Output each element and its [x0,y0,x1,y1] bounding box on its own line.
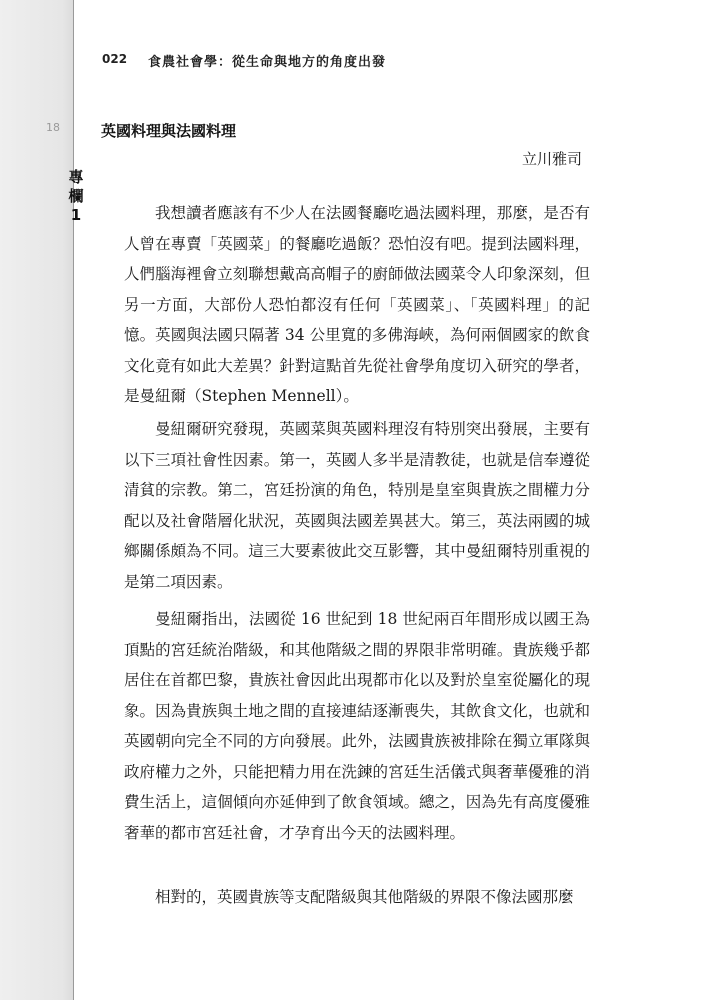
running-title: 食農社會學：從生命與地方的角度出發 [148,55,387,70]
article-title: 英國料理與法國料理 [101,122,237,140]
article-author: 立川雅司 [521,150,582,168]
paragraph-text: 曼紐爾指出，法國從 16 世紀到 18 世紀兩百年間形成以國王為頂點的宮廷統治階級，和其他階級之間的界限非常明確。貴族幾乎都居住在首都巴黎，貴族社會因此出現都市化以及對於皇室從屬化的現象。因為貴族與土地之間的直接連結逐漸喪失，其飲食文化，也就和英國朝向完全不同的方向發展。此外，法國貴族被排除在獨立軍隊與政府權力之外，只能把精力用在洗鍊的宮廷生活儀式與奢華優雅的消費生活上，這個傾向亦延伸到了飲食領域。總之，因為先有高度優雅奢華的都市宮廷社會，才孕育出今天的法國料理。 [124,610,590,842]
body-paragraph [124,882,590,913]
side-reference-number: 18 [46,121,60,134]
paragraph-text: 曼紐爾研究發現，英國菜與英國料理沒有特別突出發展，主要有以下三項社會性因素。第一，英國人多半是清教徒，也就是信奉遵從清貧的宗教。第二，宮廷扮演的角色，特別是皇室與貴族之間權力分配以及社會階層化狀況，英國與法國差異甚大。第三，英法兩國的城鄉關係頗為不同。這三大要素彼此交互影響，其中曼紐爾特別重視的是第二項因素。 [124,420,590,591]
column-tag-number: 1 [70,206,82,224]
margin-rule [73,0,74,1000]
body-paragraph [124,604,590,848]
body-paragraph [124,198,590,412]
column-tag [64,168,88,225]
column-tag-char: 欄 [68,187,84,205]
body-paragraph [124,414,590,597]
paragraph-text: 我想讀者應該有不少人在法國餐廳吃過法國料理，那麼，是否有人曾在專賣「英國菜」的餐廳吃過飯？恐怕沒有吧。提到法國料理，人們腦海裡會立刻聯想戴高高帽子的廚師做法國菜令人印象深刻，但另一方面，大部份人恐怕都沒有任何「英國菜」、「英國料理」的記憶。英國與法國只隔著 34 公里寬的多佛海峽，為何兩個國家的飲食文化竟有如此大差異？針對這點首先從社會學角度切入研究的學者，是曼紐爾（Stephen Mennell）。 [124,204,590,405]
paragraph-text: 相對的，英國貴族等支配階級與其他階級的界限不像法國那麼 [155,888,574,906]
margin-strip [0,0,73,1000]
page-number: 022 [102,52,128,66]
column-tag-char: 專 [68,168,84,186]
